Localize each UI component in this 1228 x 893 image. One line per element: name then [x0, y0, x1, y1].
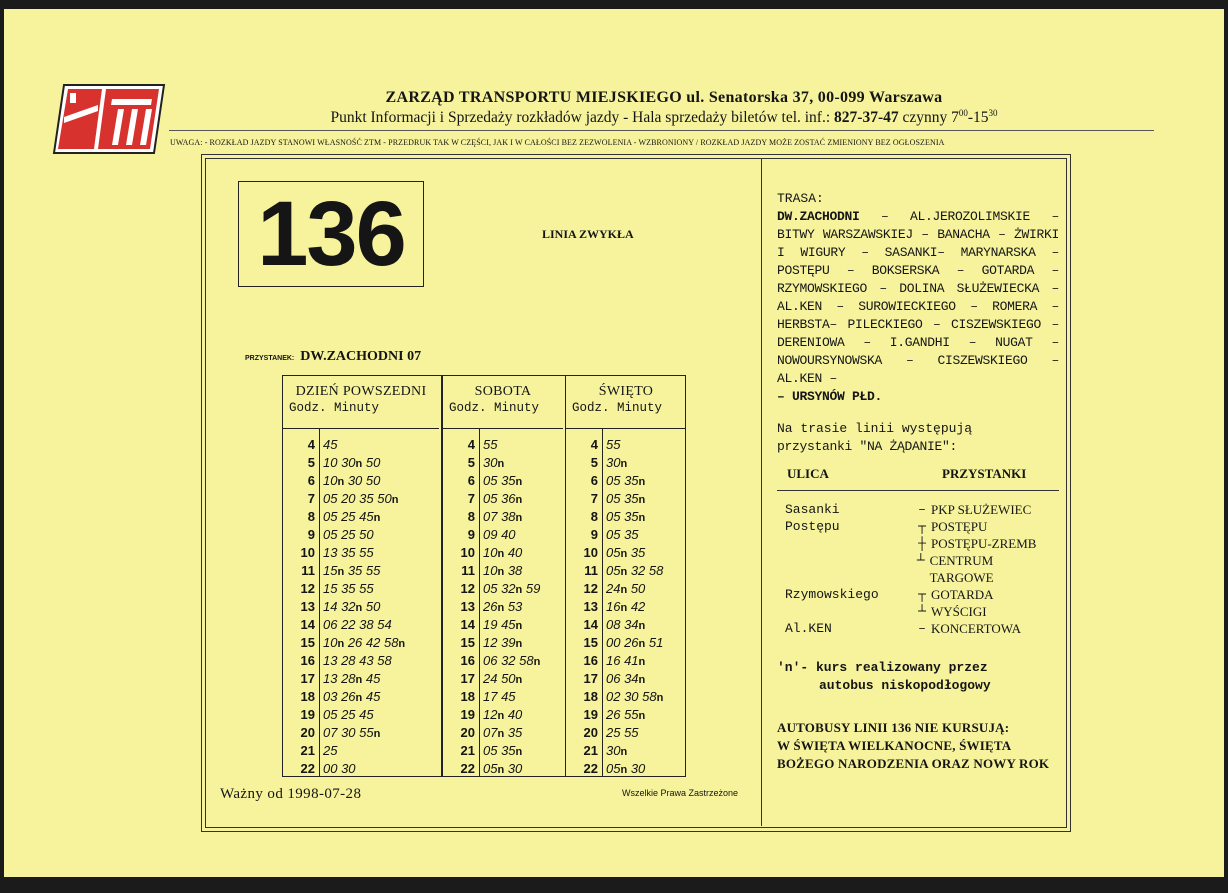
table-row	[443, 562, 563, 580]
column-title: ŚWIĘTO	[598, 384, 654, 399]
departure-table	[282, 375, 686, 777]
hour-cell: 8	[467, 509, 475, 524]
minutes-cell: 03 26n 45	[323, 689, 381, 704]
minutes-cell: 55	[483, 437, 498, 452]
hour-cell: 16	[300, 653, 315, 668]
column-saturday: SOBOTA Godz. Minuty 4 55 5 30n 6 05 35n 7 05 36n 8 07 38n 9 09 40 10 10n 40 11 10n 38 12 05 32n 59 13 26n 53 14 19 45n 15 12 39n 16 06 32 58n 17 24 50n 18 17 45 19 12n 40 20 07n 35 21 05 35n 22 05n 30	[442, 376, 563, 776]
minutes-cell: 10n 26 42 58n	[323, 635, 406, 650]
table-row	[566, 634, 686, 652]
table-row	[443, 544, 563, 562]
hour-cell: 14	[300, 617, 315, 632]
rights-reserved: Wszelkie Prawa Zastrzeżone	[622, 788, 739, 798]
table-row	[443, 490, 563, 508]
hour-cell: 11	[301, 563, 315, 578]
minutes-cell: 09 40	[483, 527, 516, 542]
request-stop-sym: –	[918, 502, 926, 517]
minutes-cell: 30n	[606, 455, 628, 470]
minutes-cell: 05 25 45	[323, 707, 374, 722]
minutes-cell: 25 55	[606, 725, 639, 740]
table-row	[566, 562, 686, 580]
table-row	[283, 436, 439, 454]
table-row	[443, 742, 563, 760]
hour-cell: 9	[590, 527, 598, 542]
minutes-cell: 14 32n 50	[323, 599, 381, 614]
hour-cell: 9	[467, 527, 475, 542]
table-row	[283, 580, 439, 598]
request-stop-stop: WYŚCIGI	[931, 604, 987, 619]
hour-cell: 21	[300, 743, 315, 758]
table-row	[566, 580, 686, 598]
table-row	[443, 616, 563, 634]
request-stop-row	[777, 518, 1059, 535]
minutes-cell: 08 34n	[606, 617, 646, 632]
request-stop-stop: CENTRUM TARGOWE	[929, 553, 994, 585]
hour-cell: 9	[307, 527, 315, 542]
minutes-cell: 24n 50	[606, 581, 646, 596]
minutes-cell: 24 50n	[483, 671, 523, 686]
minutes-cell: 05 32n 59	[483, 581, 541, 596]
minutes-cell: 05n 35	[606, 545, 646, 560]
hour-cell: 13	[300, 599, 315, 614]
request-stop-street: Rzymowskiego	[785, 587, 879, 602]
minutes-cell: 00 30	[323, 761, 356, 776]
table-row	[283, 760, 439, 778]
minutes-cell: 05 35n	[606, 491, 646, 506]
hour-cell: 15	[460, 635, 475, 650]
minutes-cell: 15 35 55	[323, 581, 374, 596]
request-stops-header: ULICA PRZYSTANKI	[777, 466, 1059, 491]
hour-cell: 5	[590, 455, 598, 470]
request-stop-row	[777, 535, 1059, 552]
minutes-cell: 10n 40	[483, 545, 523, 560]
minutes-cell: 55	[606, 437, 621, 452]
minutes-cell: 02 30 58n	[606, 689, 664, 704]
hour-cell: 12	[300, 581, 315, 596]
minutes-cell: 05 20 35 50n	[323, 491, 399, 506]
header-warning: UWAGA: - ROZKŁAD JAZDY STANOWI WŁASNOŚĆ ZTM - PRZEDRUK TAK W CZĘŚCI, JAK I W CAŁOŚCI BEZ ZEZWOLENIA - WZBRONIONY / ROZKŁAD JAZDY MOŻE ZOSTAĆ ZMIENIONY BEZ OGŁOSZENIA	[170, 138, 945, 147]
hour-cell: 7	[307, 491, 315, 506]
request-stop-row	[777, 603, 1059, 620]
minutes-cell: 07n 35	[483, 725, 523, 740]
stop-name: PRZYSTANEK: DW.ZACHODNI 07	[245, 349, 422, 364]
table-row	[283, 472, 439, 490]
table-row	[283, 526, 439, 544]
minutes-cell: 05 35n	[606, 473, 646, 488]
hour-cell: 6	[590, 473, 598, 488]
hour-cell: 22	[583, 761, 598, 776]
minutes-cell: 26n 53	[483, 599, 523, 614]
hour-cell: 7	[467, 491, 475, 506]
minutes-cell: 25	[323, 743, 338, 758]
request-stop-street	[777, 535, 913, 552]
request-stop-stop: GOTARDA	[931, 587, 994, 602]
table-row	[283, 634, 439, 652]
table-row	[566, 760, 686, 778]
hour-cell: 12	[460, 581, 475, 596]
hour-cell: 11	[461, 563, 475, 578]
minutes-cell: 00 26n 51	[606, 635, 664, 650]
minutes-cell: 05 25 50	[323, 527, 374, 542]
table-row	[283, 454, 439, 472]
minutes-cell: 07 30 55n	[323, 725, 381, 740]
header-info: Punkt Informacji i Sprzedaży rozkładów jazdy - Hala sprzedaży biletów tel. inf.: 827-37-47 czynny $7^{00}-15^{30}$	[330, 108, 998, 127]
minutes-cell: 05n 32 58	[606, 563, 664, 578]
line-number: 136	[238, 181, 424, 287]
request-stop-sym: –	[918, 621, 926, 636]
column-title: SOBOTA	[474, 384, 532, 399]
table-row	[443, 454, 563, 472]
request-stop-street: Sasanki	[785, 502, 840, 517]
minutes-cell: 05n 30	[483, 761, 523, 776]
request-stop-sym: ┼	[918, 536, 926, 551]
table-row	[566, 598, 686, 616]
table-row	[566, 508, 686, 526]
hour-cell: 18	[460, 689, 475, 704]
table-row	[283, 598, 439, 616]
request-stop-row	[777, 586, 1059, 603]
minutes-cell: 10 30n 50	[323, 455, 381, 470]
minutes-cell: 26 55n	[606, 707, 646, 722]
hour-cell: 18	[300, 689, 315, 704]
ztm-logo	[52, 83, 166, 155]
table-row	[566, 436, 686, 454]
route-heading: TRASA:	[777, 191, 824, 206]
table-row	[566, 490, 686, 508]
hour-cell: 4	[307, 437, 315, 452]
minutes-cell: 10n 38	[483, 563, 523, 578]
table-row	[443, 760, 563, 778]
table-row	[283, 652, 439, 670]
route-panel	[777, 190, 1059, 773]
table-row	[566, 526, 686, 544]
column-title: DZIEŃ POWSZEDNI	[295, 384, 427, 399]
request-stops-list	[777, 501, 1059, 637]
table-row	[566, 472, 686, 490]
hour-cell: 21	[460, 743, 475, 758]
hour-cell: 14	[583, 617, 598, 632]
hour-cell: 20	[300, 725, 315, 740]
minutes-cell: 15n 35 55	[323, 563, 381, 578]
panel-divider	[761, 158, 762, 826]
table-row	[443, 634, 563, 652]
valid-from: Ważny od 1998-07-28	[220, 786, 362, 802]
table-row	[443, 580, 563, 598]
hour-cell: 10	[300, 545, 315, 560]
minutes-cell: 05 36n	[483, 491, 523, 506]
hour-cell: 4	[590, 437, 598, 452]
table-row	[283, 724, 439, 742]
table-row	[283, 490, 439, 508]
request-stop-street	[777, 603, 913, 620]
minutes-cell: 05 35n	[606, 509, 646, 524]
request-stop-sym: ┴	[918, 604, 926, 619]
hour-cell: 13	[460, 599, 475, 614]
table-row	[443, 706, 563, 724]
minutes-cell: 16 41n	[606, 653, 646, 668]
table-row	[283, 544, 439, 562]
table-row	[283, 688, 439, 706]
request-stop-row	[777, 552, 1059, 586]
minutes-cell: 30n	[606, 743, 628, 758]
hour-cell: 18	[583, 689, 598, 704]
hour-cell: 19	[300, 707, 315, 722]
hour-cell: 19	[460, 707, 475, 722]
minutes-cell: 10n 30 50	[323, 473, 381, 488]
minutes-cell: 12n 40	[483, 707, 523, 722]
request-stop-stop: POSTĘPU-ZREMB	[931, 536, 1037, 551]
request-stop-stop: POSTĘPU	[931, 519, 988, 534]
table-row	[566, 724, 686, 742]
hour-cell: 19	[583, 707, 598, 722]
request-stop-row	[777, 620, 1059, 637]
hour-cell: 16	[460, 653, 475, 668]
timetable-sheet	[4, 9, 1224, 877]
hour-cell: 15	[300, 635, 315, 650]
table-row	[566, 706, 686, 724]
table-row	[283, 742, 439, 760]
minutes-cell: 07 38n	[483, 509, 523, 524]
hour-cell: 13	[583, 599, 598, 614]
table-row	[443, 688, 563, 706]
request-stop-street	[777, 552, 912, 586]
request-stop-sym: ┬	[918, 587, 926, 602]
minutes-cell: 06 34n	[606, 671, 646, 686]
hour-cell: 17	[460, 671, 475, 686]
table-row	[443, 526, 563, 544]
request-stop-sym: ┬	[918, 519, 926, 534]
request-stop-row	[777, 501, 1059, 518]
minutes-cell: 05n 30	[606, 761, 646, 776]
table-row	[566, 742, 686, 760]
request-stop-stop: KONCERTOWA	[931, 621, 1021, 636]
table-row	[443, 436, 563, 454]
minutes-cell: 16n 42	[606, 599, 646, 614]
table-row	[283, 616, 439, 634]
minutes-cell: 13 28n 45	[323, 671, 381, 686]
hour-cell: 10	[583, 545, 598, 560]
minutes-cell: 06 32 58n	[483, 653, 541, 668]
hour-cell: 21	[583, 743, 598, 758]
request-stop-stop: PKP SŁUŻEWIEC	[931, 502, 1032, 517]
table-row	[283, 706, 439, 724]
hour-cell: 5	[307, 455, 315, 470]
minutes-cell: 05 35n	[483, 473, 523, 488]
minutes-cell: 05 35n	[483, 743, 523, 758]
hour-cell: 10	[460, 545, 475, 560]
hour-cell: 20	[460, 725, 475, 740]
hour-cell: 16	[583, 653, 598, 668]
hour-cell: 11	[584, 563, 598, 578]
minutes-cell: 05 35	[606, 527, 639, 542]
request-stop-street: Postępu	[785, 519, 840, 534]
column-weekday: DZIEŃ POWSZEDNI Godz. Minuty 4 45 5 10 30n 50 6 10n 30 50 7 05 20 35 50n 8 05 25 45n 9 05 25 50 10 13 35 55 11 15n 35 55 12 15 35 55 13 14 32n 50 14 06 22 38 54 15 10n 26 42 58n 16 13 28 43 58 17 13 28n 45 18 03 26n 45 19 05 25 45 20 07 30 55n 21 25 22 00 30	[283, 376, 439, 776]
minutes-cell: 17 45	[483, 689, 516, 704]
table-row	[566, 688, 686, 706]
low-floor-note: 'n'- kurs realizowany przez autobus niskopodłogowy	[777, 660, 991, 693]
table-row	[443, 652, 563, 670]
hour-cell: 7	[590, 491, 598, 506]
hour-cell: 20	[583, 725, 598, 740]
stop-label: PRZYSTANEK:	[245, 355, 295, 362]
minutes-cell: 12 39n	[483, 635, 523, 650]
hour-cell: 8	[590, 509, 598, 524]
hour-cell: 5	[467, 455, 475, 470]
hour-cell: 17	[300, 671, 315, 686]
hour-cell: 14	[460, 617, 475, 632]
hour-cell: 15	[583, 635, 598, 650]
table-row	[443, 472, 563, 490]
table-row	[566, 544, 686, 562]
table-row	[566, 670, 686, 688]
minutes-cell: 05 25 45n	[323, 509, 381, 524]
minutes-cell: 13 35 55	[323, 545, 374, 560]
table-row	[566, 652, 686, 670]
minutes-cell: 30n	[483, 455, 505, 470]
table-row	[443, 670, 563, 688]
table-row	[283, 508, 439, 526]
column-holiday: ŚWIĘTO Godz. Minuty 4 55 5 30n 6 05 35n 7 05 35n 8 05 35n 9 05 35 10 05n 35 11 05n 32 58 12 24n 50 13 16n 42 14 08 34n 15 00 26n 51 16 16 41n 17 06 34n 18 02 30 58n 19 26 55n 20 25 55 21 30n 22 05n 30	[565, 376, 686, 776]
hour-cell: 22	[460, 761, 475, 776]
table-row	[443, 724, 563, 742]
hour-cell: 17	[583, 671, 598, 686]
table-row	[443, 508, 563, 526]
hour-cell: 22	[300, 761, 315, 776]
hour-cell: 8	[307, 509, 315, 524]
header-divider	[169, 130, 1154, 131]
hour-cell: 6	[467, 473, 475, 488]
table-row	[566, 454, 686, 472]
request-stop-sym: ┴	[916, 553, 925, 568]
minutes-cell: 06 22 38 54	[323, 617, 392, 632]
request-stop-street: Al.KEN	[785, 621, 832, 636]
minutes-cell: 45	[323, 437, 338, 452]
table-row	[566, 616, 686, 634]
header-address: ZARZĄD TRANSPORTU MIEJSKIEGO ul. Senatorska 37, 00-099 Warszawa	[385, 89, 943, 106]
minutes-cell: 13 28 43 58	[323, 653, 392, 668]
holiday-notice: AUTOBUSY LINII 136 NIE KURSUJĄ: W ŚWIĘTA WIELKANOCNE, ŚWIĘTA BOŻEGO NARODZENIA ORAZ NOWY ROK	[777, 720, 1050, 771]
hour-cell: 4	[467, 437, 475, 452]
table-row	[283, 670, 439, 688]
table-row	[283, 562, 439, 580]
minutes-cell: 19 45n	[483, 617, 523, 632]
request-stops-intro: Na trasie linii występują przystanki "NA ŻĄDANIE":	[777, 421, 973, 454]
route-description: DW.ZACHODNI – AL.JEROZOLIMSKIE – BITWY WARSZAWSKIEJ – BANACHA – ŻWIRKI I WIGURY – SASANKI– MARYNARSKA – POSTĘPU – BOKSERSKA – GOTARDA – RZYMOWSKIEGO – DOLINA SŁUŻEWIECKA – AL.KEN – SUROWIECKIEGO – ROMERA – HERBSTA– PILECKIEGO – CISZEWSKIEGO – DERENIOWA – I.GANDHI – NUGAT – NOWOURSYNOWSKA – CISZEWSKIEGO – AL.KEN – – URSYNÓW PŁD.	[777, 209, 1059, 404]
hour-cell: 6	[307, 473, 315, 488]
line-type: LINIA ZWYKŁA	[542, 227, 634, 241]
table-row	[443, 598, 563, 616]
hour-cell: 12	[583, 581, 598, 596]
